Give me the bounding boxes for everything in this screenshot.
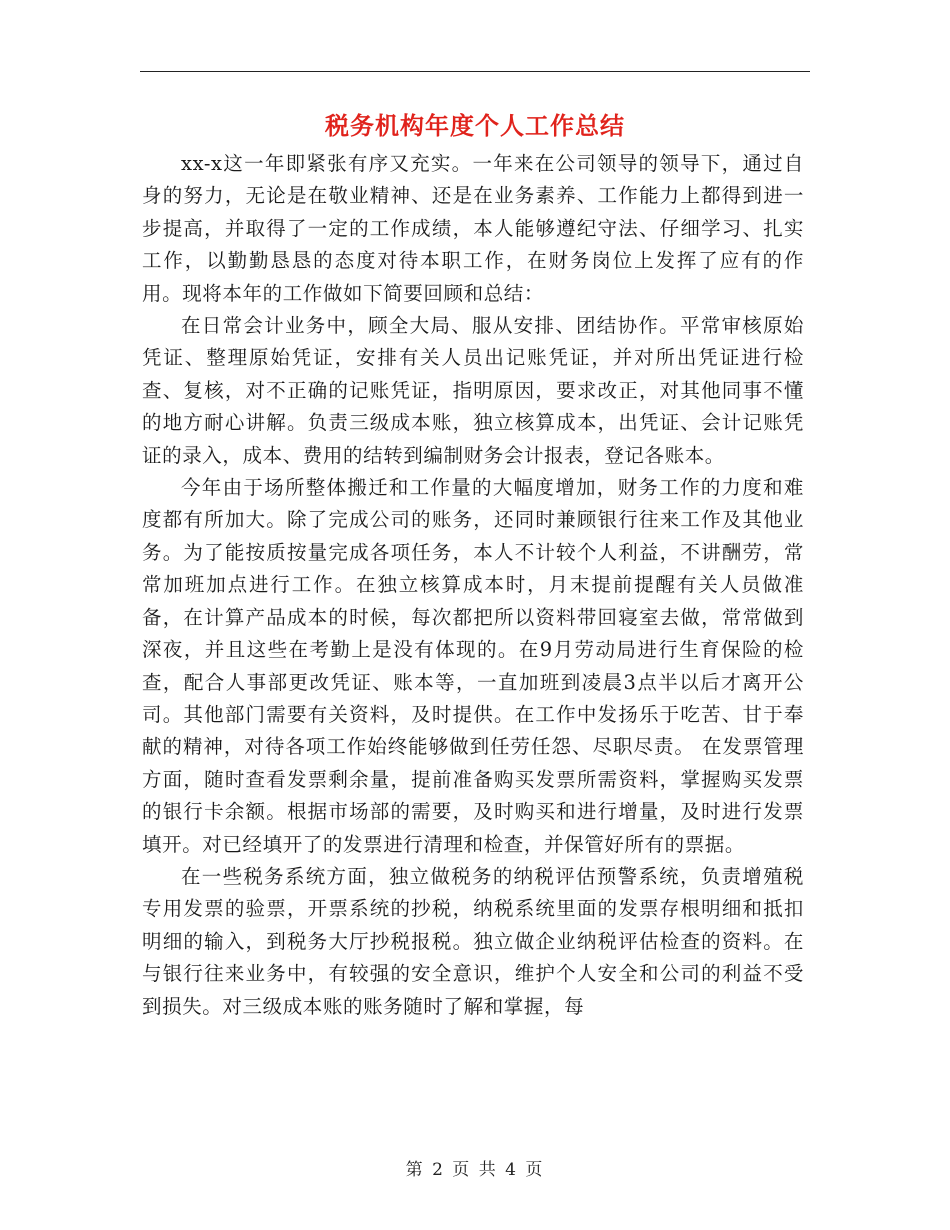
document-title: 税务机构年度个人工作总结 [325, 111, 625, 140]
page-number: 第 2 页 共 4 页 [405, 1160, 545, 1180]
paragraph: 在一些税务系统方面，独立做税务的纳税评估预警系统，负责增殖税专用发票的验票，开票系统的抄税，纳税系统里面的发票存根明细和抵扣明细的输入，到税务大厅抄税报税。独立做企业纳税评估检查的资料。在与银行往来业务中，有较强的安全意识，维护个人安全和公司的利益不受到损失。对三级成本账的账务随时了解和掌握，每 [142, 864, 804, 1018]
page-footer [0, 1155, 950, 1180]
paragraph: xx-x这一年即紧张有序又充实。一年来在公司领导的领导下，通过自身的努力，无论是在敬业精神、还是在业务素养、工作能力上都得到进一步提高，并取得了一定的工作成绩，本人能够遵纪守法、仔细学习、扎实工作，以勤勤恳恳的态度对待本职工作，在财务岗位上发挥了应有的作用。现将本年的工作做如下简要回顾和总结： [142, 152, 804, 305]
paragraph: 今年由于场所整体搬迁和工作量的大幅度增加，财务工作的力度和难度都有所加大。除了完成公司的账务，还同时兼顾银行往来工作及其他业务。为了能按质按量完成各项任务，本人不计较个人利益，不讲酬劳，常常加班加点进行工作。在独立核算成本时，月末提前提醒有关人员做准备，在计算产品成本的时候，每次都把所以资料带回寝室去做，常常做到深夜，并且这些在考勤上是没有体现的。在9月劳动局进行生育保险的检查，配合人事部更改凭证、账本等，一直加班到凌晨3点半以后才离开公司。其他部门需要有关资料，及时提供。在工作中发扬乐于吃苦、甘于奉献的精神，对待各项工作始终能够做到任劳任怨、尽职尽责。 在发票管理方面，随时查看发票剩余量，提前准备购买发票所需资料，掌握购买发票的银行卡余额。根据市场部的需要，及时购买和进行增量，及时进行发票填开。对已经填开了的发票进行清理和检查，并保管好所有的票据。 [142, 476, 804, 856]
header-rule [140, 71, 810, 72]
paragraph: 在日常会计业务中，顾全大局、服从安排、团结协作。平常审核原始凭证、整理原始凭证，安排有关人员出记账凭证，并对所出凭证进行检查、复核，对不正确的记账凭证，指明原因，要求改正，对其他同事不懂的地方耐心讲解。负责三级成本账，独立核算成本，出凭证、会计记账凭证的录入，成本、费用的结转到编制财务会计报表，登记各账本。 [142, 314, 804, 467]
document-body [142, 148, 804, 1023]
